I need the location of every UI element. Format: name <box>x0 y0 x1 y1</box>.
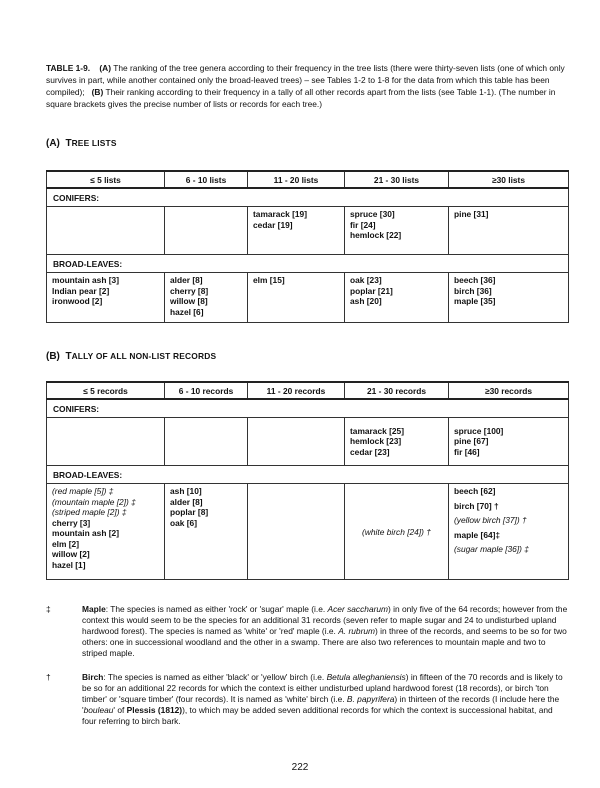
latin-name: Acer saccharum <box>327 604 389 614</box>
table-entry: (yellow birch [37]) † <box>454 515 527 525</box>
page-number: 222 <box>291 762 309 773</box>
latin-name: A. rubrum <box>338 626 375 636</box>
conifers-row <box>47 418 569 466</box>
table-entry: pine [31] <box>454 209 489 219</box>
column-header: ≤ 5 lists <box>47 171 165 188</box>
table-entry: cherry [3] <box>52 517 91 528</box>
table-cell <box>47 207 165 255</box>
broad-leaves-label: BROAD-LEAVES: <box>47 255 569 273</box>
section-b-title-rest: ALLY OF ALL NON-LIST RECORDS <box>71 351 217 361</box>
table-label: TABLE 1-9. <box>46 63 91 73</box>
section-b-letter: (B) <box>46 351 60 362</box>
latin-name: Betula alleghaniensis <box>326 672 406 682</box>
table-cell <box>345 484 449 580</box>
category-row <box>47 188 569 207</box>
footnote-text-part: ) in three of the records, and seems to be so for two others: one in successional woodland and the other in a swamp. There are also two references to mountain maple and two to striped maple. <box>82 626 567 658</box>
table-entry: fir [24] <box>350 219 376 230</box>
footnote-text-part: : The species is named as either 'rock' or 'sugar' maple (i.e. <box>105 604 328 614</box>
footnote-text-part: ) in fifteen of the 70 records and is likely to be so for an additional 22 records for which the context is either undisturbed upland hardwood forest (18 records), or birch 'ton timber' or 'square timber' (four records). It is named as 'white' birch (i.e. <box>82 672 563 704</box>
footnote-text-part: ) in thirteen of the records (I include here the ' <box>82 694 560 715</box>
table-entry: hazel [6] <box>170 306 204 317</box>
table-cell <box>248 273 345 323</box>
table-entry: hazel [1] <box>52 559 86 570</box>
table-header-row <box>47 171 569 188</box>
section-b-title-initial: T <box>65 351 72 362</box>
table-entry: birch [36] <box>454 285 492 296</box>
footnote-text <box>82 672 568 727</box>
table-entry: cedar [19] <box>253 219 293 230</box>
part-b-label: (B) <box>91 87 104 97</box>
table-entry: alder [8] <box>170 275 203 285</box>
footnote-text <box>82 604 568 659</box>
footnote-mark: † <box>46 672 51 682</box>
table-cell <box>47 273 165 323</box>
table-cell <box>165 207 248 255</box>
table-entry: (white birch [24]) † <box>362 526 431 537</box>
table-cell <box>345 418 449 466</box>
table-cell <box>47 418 165 466</box>
table-entry: pine [67] <box>454 436 489 447</box>
footnote-title: Maple <box>82 604 106 614</box>
column-header: ≤ 5 records <box>47 382 165 399</box>
broad-leaves-row <box>47 484 569 580</box>
table-entry: maple [35] <box>454 296 496 306</box>
table-cell <box>165 273 248 323</box>
table-entry: poplar [21] <box>350 285 393 296</box>
section-a-title-rest: REE LISTS <box>71 138 117 148</box>
author-citation: Plessis (1812) <box>126 705 183 715</box>
table-cell <box>248 418 345 466</box>
table-entry: elm [2] <box>52 538 79 549</box>
table-entry: mountain ash [2] <box>52 528 120 538</box>
column-header: 21 - 30 lists <box>345 171 449 188</box>
table-entry: (red maple [5]) ‡ <box>52 486 114 496</box>
table-cell <box>345 207 449 255</box>
table-cell <box>165 484 248 580</box>
column-header: ≥30 records <box>449 382 569 399</box>
table-entry: ash [20] <box>350 296 382 306</box>
cell-list <box>52 486 159 518</box>
non-list-records-table <box>46 381 569 580</box>
table-entry: ash [10] <box>170 486 202 496</box>
table-entry: tamarack [19] <box>253 209 308 219</box>
table-cell <box>165 418 248 466</box>
table-entry: oak [23] <box>350 275 382 285</box>
footnote-mark: ‡ <box>46 604 51 614</box>
table-entry: cherry [8] <box>170 285 209 296</box>
table-cell <box>248 484 345 580</box>
conifers-row <box>47 207 569 255</box>
footnote-birch <box>46 672 568 742</box>
table-entry: oak [6] <box>170 517 197 528</box>
table-caption <box>46 62 568 110</box>
table-cell <box>345 273 449 323</box>
part-a-label: (A) <box>99 63 112 73</box>
table-cell <box>248 207 345 255</box>
column-header: 11 - 20 lists <box>248 171 345 188</box>
part-b-text: Their ranking according to their frequency in a tally of all other records apart from the lists (see Table 1-1). (The number in square brackets gives the precise number of lists or records for each tree.) <box>46 87 556 109</box>
table-cell <box>449 273 569 323</box>
table-entry: mountain ash [3] <box>52 275 120 285</box>
broad-leaves-row <box>47 273 569 323</box>
footnote-maple <box>46 604 568 664</box>
footnote-text-part: ), to which may be added seven additional records for which the context is successional habitat, and four referring to birch bark. <box>82 705 553 726</box>
table-entry: beech [36] <box>454 275 496 285</box>
cell-list <box>52 518 159 571</box>
table-header-row <box>47 382 569 399</box>
table-entry: elm [15] <box>253 275 285 285</box>
table-entry: (sugar maple [36]) ‡ <box>454 544 529 554</box>
latin-name: B. papyrifera <box>346 694 395 704</box>
footnote-text-part: ) in only five of the 64 records; however from the context this would seem to be the species for an additional 31 records (seven refer to maple sugar and 24 to undisturbed upland hardwood forest). The species is named as 'white' or 'red' maple (i.e. <box>82 604 568 636</box>
table-entry: beech [62] <box>454 486 496 496</box>
table-cell <box>449 418 569 466</box>
table-cell <box>47 484 165 580</box>
table-entry: poplar [8] <box>170 507 209 517</box>
tree-lists-table <box>46 170 569 323</box>
table-entry: hemlock [23] <box>350 436 402 447</box>
table-entry: ironwood [2] <box>52 296 103 306</box>
italic-word: bouleau <box>83 705 114 715</box>
category-row <box>47 399 569 418</box>
table-entry: Indian pear [2] <box>52 285 110 296</box>
part-a-text: The ranking of the tree genera according to their frequency in the tree lists (there were thirty-seven lists (one of which only survives in part, while another contained only the broad-leaved trees) – see Tables 1-2 to 1-8 for the data from which this table has been compiled); <box>46 63 565 97</box>
table-entry: (striped maple [2]) ‡ <box>52 507 127 517</box>
section-a-letter: (A) <box>46 138 60 149</box>
column-header: 6 - 10 lists <box>165 171 248 188</box>
table-entry: cedar [23] <box>350 446 390 457</box>
table-entry: hemlock [22] <box>350 230 402 240</box>
table-entry: (mountain maple [2]) ‡ <box>52 496 136 507</box>
conifers-label: CONIFERS: <box>47 188 569 207</box>
category-row <box>47 255 569 273</box>
table-cell <box>449 484 569 580</box>
section-a-heading <box>46 138 117 149</box>
table-entry: birch [70] † <box>454 500 499 511</box>
table-entry: willow [8] <box>170 296 208 306</box>
table-entry: alder [8] <box>170 496 203 507</box>
table-entry: tamarack [25] <box>350 425 405 436</box>
table-cell <box>449 207 569 255</box>
category-row <box>47 466 569 484</box>
section-b-heading <box>46 351 216 362</box>
table-entry: spruce [30] <box>350 209 395 219</box>
table-entry: maple [64]‡ <box>454 529 501 540</box>
column-header: 21 - 30 records <box>345 382 449 399</box>
table-entry: fir [46] <box>454 446 480 457</box>
table-entry: spruce [100] <box>454 425 504 436</box>
footnote-text-part: ' of <box>113 705 127 715</box>
footnote-title: Birch <box>82 672 104 682</box>
column-header: 11 - 20 records <box>248 382 345 399</box>
footnote-text-part: : The species is named as either 'black' or 'yellow' birch (i.e. <box>103 672 327 682</box>
column-header: ≥30 lists <box>449 171 569 188</box>
column-header: 6 - 10 records <box>165 382 248 399</box>
table-entry: willow [2] <box>52 549 90 559</box>
section-a-title-initial: T <box>65 138 72 149</box>
broad-leaves-label: BROAD-LEAVES: <box>47 466 569 484</box>
conifers-label: CONIFERS: <box>47 399 569 418</box>
